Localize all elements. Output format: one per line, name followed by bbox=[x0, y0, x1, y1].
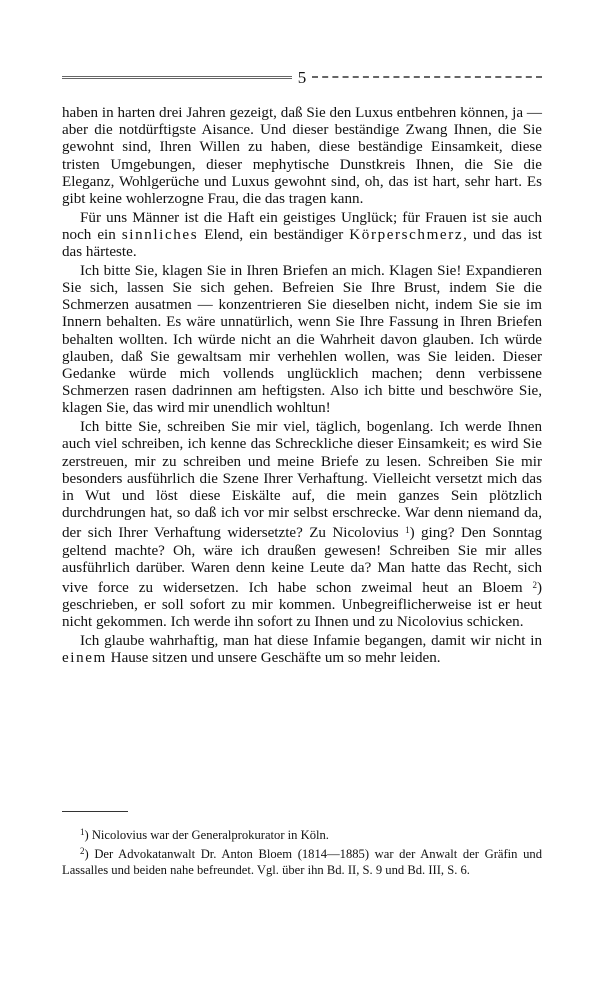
paragraph-2-text: Für uns Männer ist die Haft ein geistiges Unglück; für Frauen ist sie auch noch ein bbox=[62, 209, 542, 243]
header-rule-right bbox=[312, 76, 542, 78]
footnote-1 bbox=[62, 825, 542, 844]
page-header bbox=[62, 66, 542, 88]
footnote-text: ) Der Advokatanwalt Dr. Anton Bloem (1814—1885) war der Anwalt der Gräfin und Lassalles und beiden nahe befreundet. Vgl. über ihn Bd. II, S. 9 und Bd. III, S. 6. bbox=[62, 846, 542, 877]
footnote-ref-2[interactable]: 2 bbox=[532, 579, 537, 590]
paragraph-2-text: , und das ist das härteste. bbox=[62, 226, 543, 261]
letter-body bbox=[62, 105, 542, 669]
paragraph-5-text: Ich glaube wahrhaftig, man hat diese Infamie begangen, damit wir nicht in bbox=[80, 633, 542, 650]
header-rule-left bbox=[62, 76, 292, 79]
page-number: 5 bbox=[297, 67, 307, 87]
paragraph-4-text: ) geschrieben, er soll sofort zu mir kommen. Unbegreiflicherweise ist er heut nicht gekommen. Ich werde ihn sofort zu Ihnen und zu Nicolovius schicken. bbox=[62, 579, 542, 631]
paragraph-3: Ich bitte Sie, klagen Sie in Ihren Briefen an mich. Klagen Sie! Expandieren Sie sich, lassen Sie sich gehen. Befreien Sie Ihre Brust, indem Sie die Schmerzen ausatmen — konzentrieren Sie dieselben nicht, indem Sie sie im Innern behalten. Es wäre unnatürlich, wenn Sie Ihre Fassung in Ihren Briefen behalten wollten. Ich würde nicht an die Wahrheit davon glauben. Ich würde glauben, daß Sie gewaltsam mir verhehlen wollen, was Sie leiden. Dieser Gedanke würde mich vollends unglücklich machen; denn verbissene Schmerzen rasen dadrinnen am heftigsten. Also ich bitte und beschwöre Sie, klagen Sie, das wird mir unendlich wohltun! bbox=[62, 262, 542, 417]
footnote-mark: 1 bbox=[80, 827, 85, 837]
emphasis-einem: einem bbox=[62, 650, 107, 667]
emphasis-koerperschmerz: Körperschmerz bbox=[349, 226, 464, 243]
footnote-mark: 2 bbox=[80, 845, 85, 856]
paragraph-5 bbox=[62, 633, 542, 667]
paragraph-4-text: ) ging? Den Sonntag geltend machte? Oh, wäre ich draußen gewesen! Schreiben Sie mir alles ausführlich darüber. Waren denn keine Leute da? Man hatte das Recht, sich vive force zu widersetzen. Ich habe schon zweimal heut an Bloem bbox=[62, 525, 542, 596]
text-end-rule bbox=[62, 811, 128, 812]
paragraph-1: haben in harten drei Jahren gezeigt, daß Sie den Luxus entbehren können, ja — aber die notdürftigste Aisance. Und dieser beständige Zwang Ihnen, die Sie gewohnt sind, Ihren Willen zu haben, diese beständige Einsamkeit, diese tristen Umgebungen, dieser mephytische Dunstkreis Ihnen, die Sie die Eleganz, Wohlgerüche und Luxus gewohnt sind, oh, das ist hart, sehr hart. Es gibt keine wohlerzogne Frau, die das tragen kann. bbox=[62, 105, 542, 208]
footnote-text: ) Nicolovius war der Generalprokurator in Köln. bbox=[84, 828, 329, 842]
paragraph-4-text: Ich bitte Sie, schreiben Sie mir viel, täglich, bogenlang. Ich werde Ihnen auch viel schreiben, ich kenne das Schreckliche dieser Einsamkeit; es wird Sie zerstreuen, mir zu schreiben und meine Briefe zu lesen. Schreiben Sie mir besonders ausführlich die Szene Ihrer Verhaftung. Vielleicht versetzt mich das in Wut und löst diese Eiskälte auf, die mein ganzes Sein plötzlich durchdrungen hat, so daß ich vor mir selbst erschrecke. War denn niemand da, der sich Ihrer Verhaftung widersetzte? Zu Nicolovius bbox=[62, 419, 542, 542]
footnote-2 bbox=[62, 844, 542, 879]
footnotes bbox=[62, 825, 542, 878]
paragraph-4 bbox=[62, 419, 542, 631]
footnote-ref-1[interactable]: 1 bbox=[405, 525, 410, 536]
emphasis-sinnliches: sinnliches bbox=[121, 226, 199, 243]
paragraph-2 bbox=[62, 210, 542, 262]
paragraph-5-text: Hause sitzen und unsere Geschäfte um so mehr leiden. bbox=[106, 650, 441, 667]
paragraph-2-text: Elend, ein beständiger bbox=[198, 226, 350, 243]
